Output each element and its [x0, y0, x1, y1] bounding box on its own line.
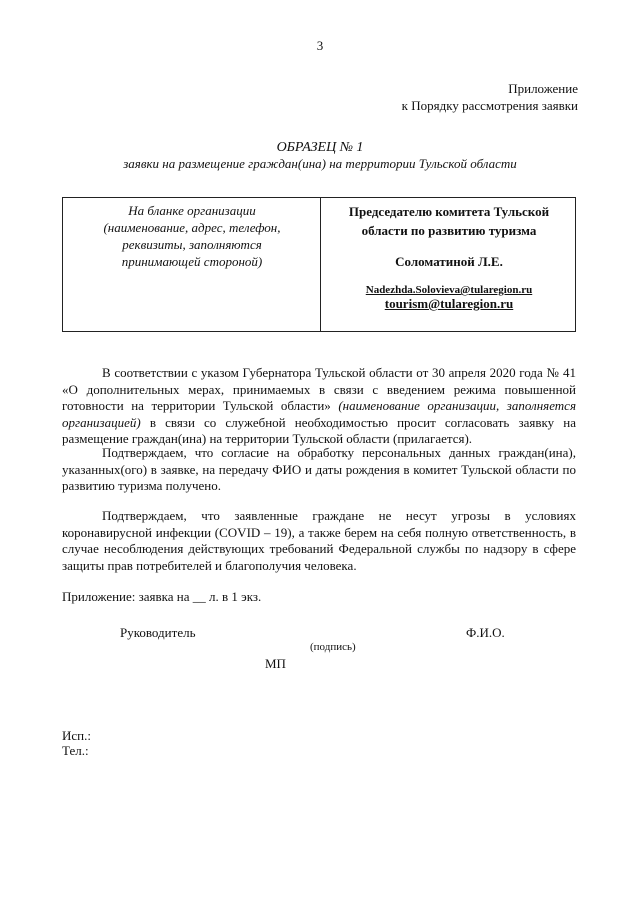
body-paragraph-3 [62, 508, 576, 574]
email-link-2[interactable]: tourism@tularegion.ru [384, 296, 514, 311]
executor-block [62, 728, 91, 758]
signature-fio-label: Ф.И.О. [466, 625, 505, 640]
p3-text: Подтверждаем, что заявленные граждане не несут угрозы в условиях коронавирусной инфекции (COVID – 19), а также берем на себя полную ответственность, в случае несоблюдения действующих требований Федеральной службы по надзору в сфере защиты прав потребителей и благополучия человека. [62, 508, 576, 573]
body-paragraph-2 [62, 445, 576, 495]
letterhead-line-4: принимающей стороной) [121, 254, 263, 269]
p1-text-a: В соответствии с указом Губернатора Тульской области от 30 апреля 2020 года № 41 «О дополнительных мерах, принимаемых в связи с введением режима повышенной готовности на территории Тульской области» [62, 365, 576, 413]
letterhead-placeholder [70, 202, 314, 270]
sample-subtitle: заявки на размещение граждан(ина) на территории Тульской области [123, 156, 517, 171]
addressee-line-1: Председателю комитета Тульской [348, 204, 550, 219]
stamp-label: МП [265, 656, 286, 671]
letterhead-line-2: (наименование, адрес, телефон, [103, 220, 281, 235]
addressee-line-2: области по развитию туризма [361, 223, 537, 238]
body-paragraph-1 [62, 365, 576, 448]
addressee-name: Соломатиной Л.Е. [395, 254, 503, 269]
p2-text: Подтверждаем, что согласие на обработку персональных данных граждан(ина), указанных(ого) в заявке, на передачу ФИО и даты рождения в комитет Тульской области по развитию туризма получено. [62, 445, 576, 493]
letterhead-line-1: На бланке организации [128, 203, 256, 218]
appendix-line-2: к Порядку рассмотрения заявки [401, 98, 578, 113]
phone-line: Тел.: [62, 743, 89, 758]
addressee-block [326, 202, 572, 312]
signature-hint: (подпись) [310, 641, 356, 653]
page-number: 3 [316, 38, 324, 53]
header-table-divider [320, 197, 321, 332]
sample-title: ОБРАЗЕЦ № 1 [276, 140, 364, 155]
email-link-1[interactable]: Nadezhda.Solovieva@tularegion.ru [365, 284, 533, 296]
appendix-line-1: Приложение [508, 81, 578, 96]
p1-placeholder: (наименование организации, заполняется организацией) [62, 398, 576, 430]
appendix-header [402, 80, 578, 114]
attachment-line: Приложение: заявка на __ л. в 1 экз. [62, 589, 262, 604]
p1-text-c: в связи со служебной необходимостью просит согласовать заявку на размещение граждан(ина) на территории Тульской области (прилагается). [62, 414, 576, 446]
signature-head-label: Руководитель [120, 625, 196, 640]
letterhead-line-3: реквизиты, заполняются [122, 237, 262, 252]
executor-line: Исп.: [62, 728, 91, 743]
